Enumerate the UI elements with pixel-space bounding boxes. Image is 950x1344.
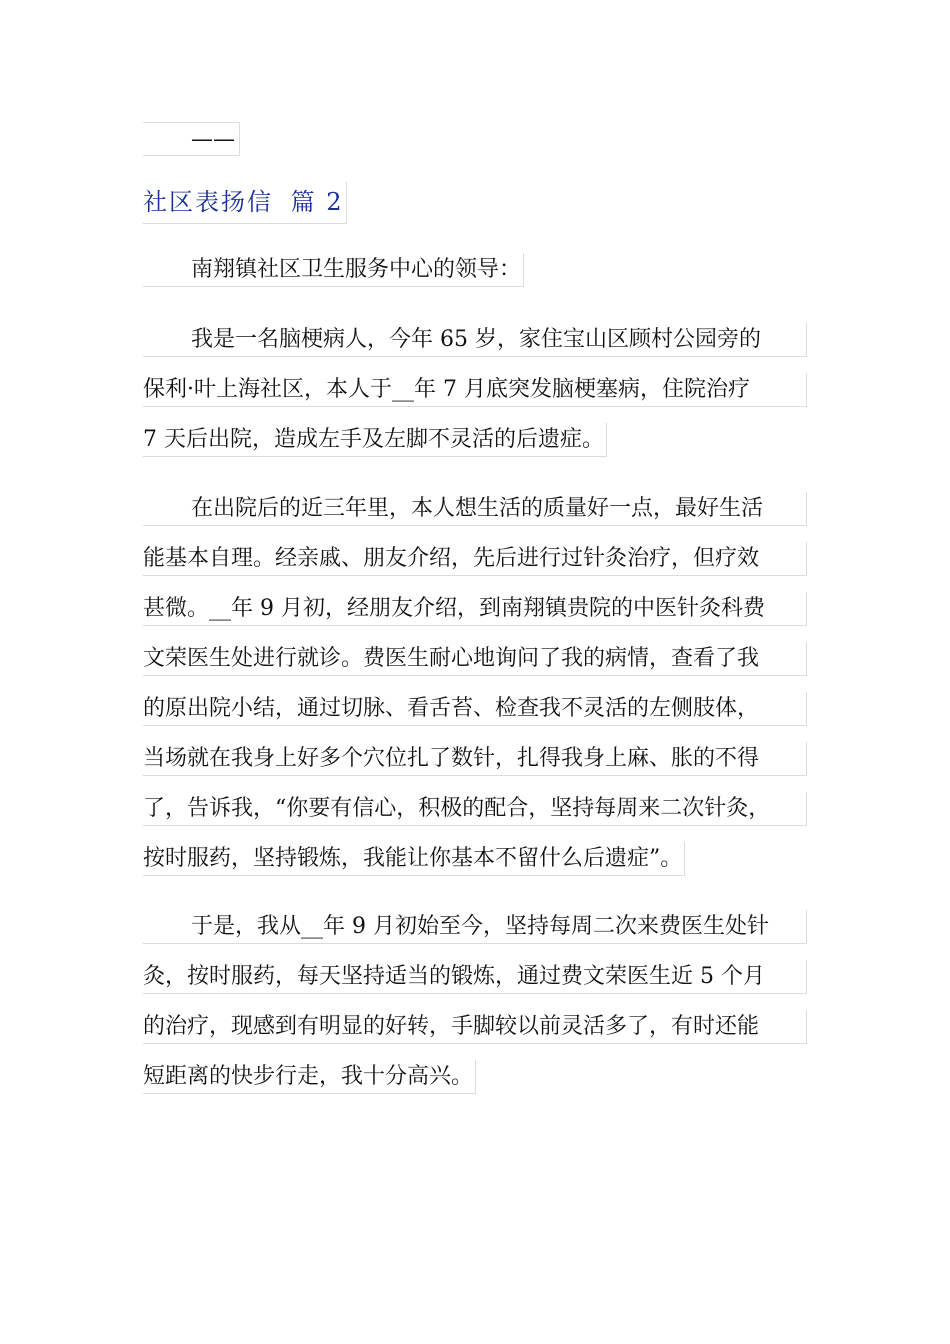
paragraph-2-line-8: 按时服药，坚持锻炼，我能让你基本不留什么后遗症”。 — [143, 842, 685, 876]
paragraph-2-line-2: 能基本自理。经亲戚、朋友介绍，先后进行过针灸治疗，但疗效 — [143, 542, 807, 576]
paragraph-2-line-5: 的原出院小结，通过切脉、看舌苔、检查我不灵活的左侧肢体， — [143, 692, 807, 726]
paragraph-1-line-1: 我是一名脑梗病人，今年 65 岁，家住宝山区顾村公园旁的 — [143, 323, 807, 357]
paragraph-1-line-3: 7 天后出院，造成左手及左脚不灵活的后遗症。 — [143, 423, 607, 457]
paragraph-3-line-3: 的治疗，现感到有明显的好转，手脚较以前灵活多了，有时还能 — [143, 1010, 807, 1044]
paragraph-2-line-7: 了，告诉我，“你要有信心，积极的配合，坚持每周来二次针灸， — [143, 792, 807, 826]
salutation: 南翔镇社区卫生服务中心的领导： — [143, 253, 524, 287]
section-title — [143, 182, 347, 224]
paragraph-2-line-4: 文荣医生处进行就诊。费医生耐心地询问了我的病情，查看了我 — [143, 642, 807, 676]
paragraph-3-line-1: 于是，我从__年 9 月初始至今，坚持每周二次来费医生处针 — [143, 910, 807, 944]
paragraph-1-line-2: 保利·叶上海社区，本人于__年 7 月底突发脑梗塞病，住院治疗 — [143, 373, 807, 407]
paragraph-3-line-4: 短距离的快步行走，我十分高兴。 — [143, 1060, 476, 1094]
section-title-suffix: 篇 2 — [290, 188, 344, 216]
paragraph-2-line-3: 甚微。__年 9 月初，经朋友介绍，到南翔镇贵院的中医针灸科费 — [143, 592, 807, 626]
top-dash-mark: —— — [143, 122, 240, 156]
section-title-main: 社区表扬信 — [143, 188, 273, 216]
paragraph-3-line-2: 灸，按时服药，每天坚持适当的锻炼，通过费文荣医生近 5 个月 — [143, 960, 807, 994]
paragraph-2-line-1: 在出院后的近三年里，本人想生活的质量好一点，最好生活 — [143, 492, 807, 526]
paragraph-2-line-6: 当场就在我身上好多个穴位扎了数针，扎得我身上麻、胀的不得 — [143, 742, 807, 776]
